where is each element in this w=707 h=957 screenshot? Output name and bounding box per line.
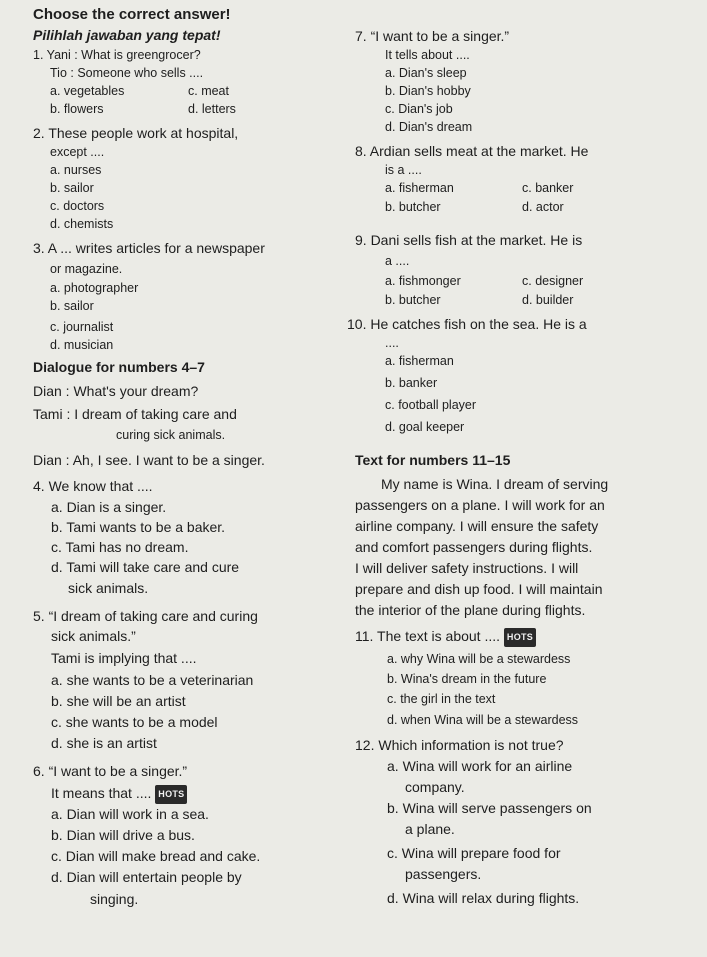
option-b[interactable]: b. Tami wants to be a baker. bbox=[51, 519, 226, 535]
text-line: prepare and dish up food. I will maintain bbox=[355, 581, 603, 597]
question-stem: It tells about .... bbox=[385, 48, 470, 62]
option-d[interactable]: d. musician bbox=[50, 338, 114, 352]
question-stem: 2. These people work at hospital, bbox=[33, 125, 239, 141]
option-d[interactable]: d. goal keeper bbox=[385, 420, 465, 434]
option-b[interactable]: b. butcher bbox=[385, 200, 441, 214]
option-b[interactable]: b. Dian will drive a bus. bbox=[51, 827, 195, 843]
dialogue-line: Dian : What's your dream? bbox=[33, 383, 199, 399]
hots-badge: HOTS bbox=[504, 628, 536, 647]
question-stem: 6. “I want to be a singer.” bbox=[33, 763, 188, 779]
option-c[interactable]: c. Wina will prepare food for bbox=[387, 845, 561, 861]
option-d-continued: sick animals. bbox=[68, 580, 149, 596]
question-stem: except .... bbox=[50, 145, 105, 159]
text-title: Text for numbers 11–15 bbox=[355, 452, 511, 468]
question-stem-text: 11. The text is about .... bbox=[355, 628, 501, 645]
option-b[interactable]: b. banker bbox=[385, 376, 438, 390]
dialogue-line: Tami : I dream of taking care and bbox=[33, 406, 237, 422]
page-title: Choose the correct answer! bbox=[33, 6, 231, 23]
option-b-continued: a plane. bbox=[405, 821, 455, 837]
option-a[interactable]: a. photographer bbox=[50, 281, 139, 295]
question-stem: sick animals.” bbox=[51, 628, 136, 644]
question-stem-text: It means that .... bbox=[51, 785, 152, 802]
dialogue-line: curing sick animals. bbox=[116, 428, 226, 442]
question-stem bbox=[51, 785, 187, 804]
question-stem: 9. Dani sells fish at the market. He is bbox=[355, 232, 583, 248]
page-subtitle: Pilihlah jawaban yang tepat! bbox=[33, 27, 221, 43]
option-b[interactable]: b. Wina will serve passengers on bbox=[387, 800, 592, 816]
option-d[interactable]: d. Wina will relax during flights. bbox=[387, 890, 580, 906]
option-c[interactable]: c. meat bbox=[188, 84, 229, 98]
question-stem: Tami is implying that .... bbox=[51, 650, 197, 666]
text-line: and comfort passengers during flights. bbox=[355, 539, 593, 555]
option-a[interactable]: a. fisherman bbox=[385, 354, 454, 368]
hots-badge: HOTS bbox=[155, 785, 187, 804]
option-d[interactable]: d. actor bbox=[522, 200, 564, 214]
text-line: passengers on a plane. I will work for an bbox=[355, 497, 605, 513]
text-line: I will deliver safety instructions. I will bbox=[355, 560, 579, 576]
option-d-continued: singing. bbox=[90, 891, 139, 907]
option-c[interactable]: c. designer bbox=[522, 274, 584, 288]
option-d[interactable]: d. Dian's dream bbox=[385, 120, 473, 134]
text-line: the interior of the plane during flights. bbox=[355, 602, 586, 618]
option-a-continued: company. bbox=[405, 779, 465, 795]
text-line: My name is Wina. I dream of serving bbox=[381, 476, 609, 492]
question-stem: 1. Yani : What is greengrocer? bbox=[33, 48, 201, 62]
option-a[interactable]: a. fisherman bbox=[385, 181, 454, 195]
option-c[interactable]: c. Dian will make bread and cake. bbox=[51, 848, 261, 864]
option-d[interactable]: d. chemists bbox=[50, 217, 114, 231]
question-stem: 5. “I dream of taking care and curing bbox=[33, 608, 258, 624]
dialogue-line: Dian : Ah, I see. I want to be a singer. bbox=[33, 452, 265, 468]
option-a[interactable]: a. Wina will work for an airline bbox=[387, 758, 573, 774]
question-stem: a .... bbox=[385, 254, 410, 268]
option-d[interactable]: d. Dian will entertain people by bbox=[51, 869, 242, 885]
question-stem: is a .... bbox=[385, 163, 422, 177]
option-c[interactable]: c. she wants to be a model bbox=[51, 714, 218, 730]
option-a[interactable]: a. nurses bbox=[50, 163, 102, 177]
option-c[interactable]: c. the girl in the text bbox=[387, 692, 496, 706]
text-line: airline company. I will ensure the safety bbox=[355, 518, 599, 534]
option-c[interactable]: c. Tami has no dream. bbox=[51, 539, 189, 555]
question-stem: or magazine. bbox=[50, 262, 123, 276]
question-stem bbox=[355, 628, 536, 647]
option-b[interactable]: b. sailor bbox=[50, 299, 94, 313]
option-c[interactable]: c. doctors bbox=[50, 199, 105, 213]
option-a[interactable]: a. Dian will work in a sea. bbox=[51, 806, 209, 822]
option-b[interactable]: b. flowers bbox=[50, 102, 104, 116]
option-d[interactable]: d. Tami will take care and cure bbox=[51, 559, 240, 575]
option-b[interactable]: b. she will be an artist bbox=[51, 693, 186, 709]
option-d[interactable]: d. she is an artist bbox=[51, 735, 157, 751]
option-d[interactable]: d. when Wina will be a stewardess bbox=[387, 713, 579, 727]
question-stem: 10. He catches fish on the sea. He is a bbox=[347, 316, 587, 332]
option-a[interactable]: a. why Wina will be a stewardess bbox=[387, 652, 571, 666]
option-b[interactable]: b. Wina's dream in the future bbox=[387, 672, 547, 686]
option-c[interactable]: c. banker bbox=[522, 181, 574, 195]
question-stem: Tio : Someone who sells .... bbox=[50, 66, 204, 80]
option-a[interactable]: a. Dian is a singer. bbox=[51, 499, 167, 515]
option-c[interactable]: c. football player bbox=[385, 398, 477, 412]
option-b[interactable]: b. Dian's hobby bbox=[385, 84, 471, 98]
option-a[interactable]: a. she wants to be a veterinarian bbox=[51, 672, 254, 688]
option-d[interactable]: d. builder bbox=[522, 293, 574, 307]
question-stem: 12. Which information is not true? bbox=[355, 737, 564, 753]
option-a[interactable]: a. Dian's sleep bbox=[385, 66, 467, 80]
option-c[interactable]: c. journalist bbox=[50, 320, 114, 334]
option-b[interactable]: b. butcher bbox=[385, 293, 441, 307]
option-b[interactable]: b. sailor bbox=[50, 181, 94, 195]
option-c-continued: passengers. bbox=[405, 866, 482, 882]
option-d[interactable]: d. letters bbox=[188, 102, 236, 116]
question-stem: 8. Ardian sells meat at the market. He bbox=[355, 143, 589, 159]
question-stem: 7. “I want to be a singer.” bbox=[355, 28, 510, 44]
dialogue-title: Dialogue for numbers 4–7 bbox=[33, 359, 205, 375]
option-a[interactable]: a. vegetables bbox=[50, 84, 125, 98]
option-c[interactable]: c. Dian's job bbox=[385, 102, 453, 116]
question-stem: 4. We know that .... bbox=[33, 478, 153, 494]
question-stem: .... bbox=[385, 336, 399, 350]
option-a[interactable]: a. fishmonger bbox=[385, 274, 461, 288]
question-stem: 3. A ... writes articles for a newspaper bbox=[33, 240, 265, 256]
